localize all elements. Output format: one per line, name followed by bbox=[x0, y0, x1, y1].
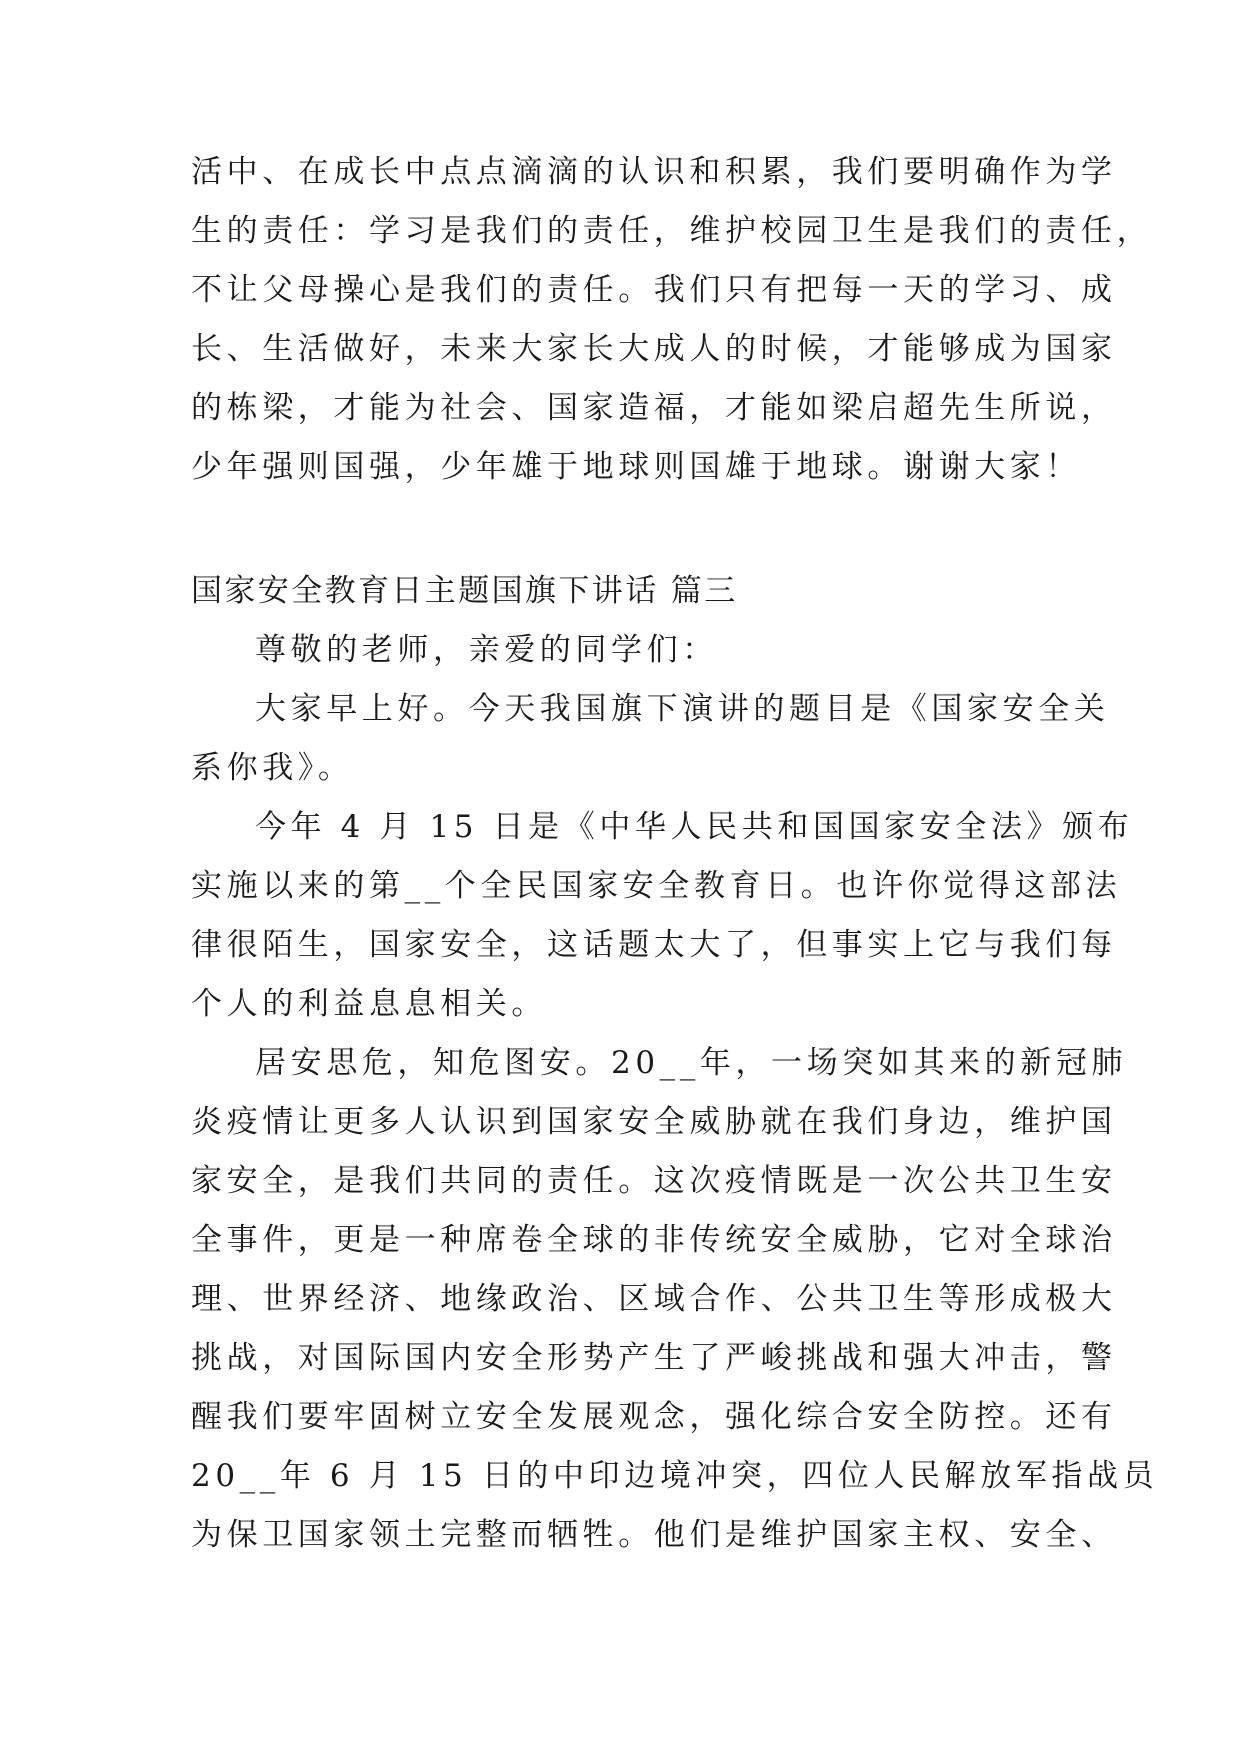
paragraph-line: 今年 4 月 15 日是《中华人民共和国国家安全法》颁布 bbox=[255, 809, 1134, 845]
paragraph-line: 实施以来的第__个全民国家安全教育日。也许你觉得这部法 bbox=[191, 868, 1122, 904]
paragraph-line: 理、世界经济、地缘政治、区域合作、公共卫生等形成极大 bbox=[191, 1281, 1117, 1317]
paragraph-line: 长、生活做好，未来大家长大成人的时候，才能够成为国家 bbox=[191, 331, 1117, 367]
paragraph-line: 醒我们要牢固树立安全发展观念，强化综合安全防控。还有 bbox=[191, 1399, 1117, 1435]
paragraph-line: 全事件，更是一种席卷全球的非传统安全威胁，它对全球治 bbox=[191, 1222, 1117, 1258]
paragraph-line: 为保卫国家领土完整而牺牲。他们是维护国家主权、安全、 bbox=[191, 1517, 1117, 1553]
paragraph-line: 系你我》。 bbox=[191, 750, 354, 786]
section-title: 国家安全教育日主题国旗下讲话 篇三 bbox=[191, 573, 738, 609]
paragraph-line: 活中、在成长中点点滴滴的认识和积累，我们要明确作为学 bbox=[191, 154, 1117, 190]
paragraph-line: 20__年 6 月 15 日的中印边境冲突，四位人民解放军指战员 bbox=[191, 1458, 1159, 1494]
paragraph-line: 炎疫情让更多人认识到国家安全威胁就在我们身边，维护国 bbox=[191, 1104, 1117, 1140]
paragraph-line: 生的责任：学习是我们的责任，维护校园卫生是我们的责任， bbox=[191, 213, 1153, 249]
paragraph-line: 挑战，对国际国内安全形势产生了严峻挑战和强大冲击，警 bbox=[191, 1340, 1117, 1376]
paragraph-line: 少年强则国强，少年雄于地球则国雄于地球。谢谢大家！ bbox=[191, 449, 1081, 485]
paragraph-line: 个人的利益息息相关。 bbox=[191, 986, 547, 1022]
paragraph-line: 的栋梁，才能为社会、国家造福，才能如梁启超先生所说， bbox=[191, 390, 1117, 426]
salutation: 尊敬的老师，亲爱的同学们： bbox=[255, 632, 718, 668]
paragraph-line: 家安全，是我们共同的责任。这次疫情既是一次公共卫生安 bbox=[191, 1163, 1117, 1199]
paragraph-line: 居安思危，知危图安。20__年，一场突如其来的新冠肺 bbox=[255, 1045, 1128, 1081]
paragraph-line: 大家早上好。今天我国旗下演讲的题目是《国家安全关 bbox=[255, 691, 1110, 727]
paragraph-line: 不让父母操心是我们的责任。我们只有把每一天的学习、成 bbox=[191, 272, 1117, 308]
paragraph-line: 律很陌生，国家安全，这话题太大了，但事实上它与我们每 bbox=[191, 927, 1117, 963]
